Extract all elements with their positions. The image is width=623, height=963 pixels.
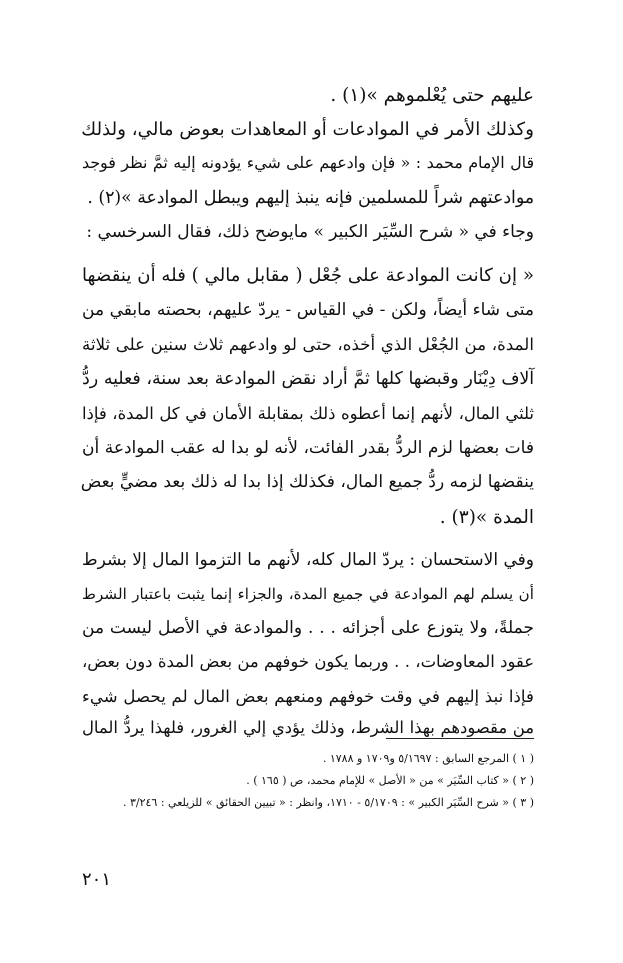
footnote-3: ( ٣ ) « شرح السِّيَر الكبير » : ٥/١٧٠٩ - ١٧١٠، وانظر : « تبيين الحقائق » للزيلعي : ٣/٢٤٦ . (122, 796, 534, 809)
body-line-6: « إن كانت الموادعة على جُعْل ( مقابل مالي ) فله أن ينقضها (82, 265, 534, 286)
body-line-16: جملةً، ولا يتوزع على أجزائه . . . والموادعة في الأصل ليست من (82, 618, 534, 638)
body-line-13: المدة »(٣) . (439, 507, 534, 528)
body-line-10: ثلثي المال، لأنهم إنما أعطوه ذلك بمقابلة الأمان في كل المدة، فإذا (82, 404, 534, 423)
body-line-1: عليهم حتى يُعْلموهم »(١) . (330, 85, 534, 106)
body-line-7: متى شاء أيضاً، ولكن - في القياس - يردّ عليهم، بحصته مابقي من (82, 300, 534, 320)
body-line-15: أن يسلم لهم الموادعة في جميع المدة، والجزاء إنما يثبت باعتبار الشرط (82, 585, 534, 603)
body-line-17: عقود المعاوضات، . . وربما يكون خوفهم من بعض المدة دون بعض، (82, 652, 534, 671)
body-line-8: المدة، من الجُعْل الذي أخذه، حتى لو وادعهم ثلاث سنين على ثلاثة (82, 334, 534, 354)
body-line-5: وجاء في « شرح السِّيَر الكبير » مايوضح ذلك، فقال السرخسي : (86, 222, 534, 242)
body-line-4: موادعتهم شراً للمسلمين فإنه ينبذ إليهم ويبطل الموادعة »(٢) . (87, 188, 534, 208)
page-number: ٢٠١ (82, 869, 112, 890)
footnote-2: ( ٢ ) « كتاب السِّيَر » من « الأصل » للإمام محمد، ص ( ١٦٥ ) . (246, 774, 534, 787)
footnotes (82, 748, 534, 814)
footnote-divider (386, 738, 534, 739)
footnote-1: ( ١ ) المرجع السابق : ٥/١٦٩٧ و١٧٠٩ و ١٧٨٨ . (322, 752, 534, 765)
body-line-12: ينقضها لزمه ردُّ جميع المال، فكذلك إذا بدا له ذلك بعد مضيٍّ بعض (80, 472, 534, 492)
body-line-3: قال الإمام محمد : « فإن وادعهم على شيء يؤدونه إليه ثمَّ نظر فوجد (82, 153, 534, 172)
body-line-11: فات بعضها لزم الردُّ بقدر الفائت، لأنه لو بدا له عقب الموادعة أن (82, 438, 534, 458)
body-text (80, 78, 534, 737)
body-line-18: فإذا نبذ إليهم في وقت خوفهم ومنعهم بعض المال لم يحصل شيء (82, 686, 534, 706)
body-line-14: وفي الاستحسان : يردّ المال كله، لأنهم ما التزموا المال إلا بشرط (81, 550, 534, 570)
body-line-9: آلاف دِيْنَار وقبضها كلها ثمَّ أراد نقض الموادعة بعد سنة، فعليه ردُّ (82, 369, 534, 389)
body-line-2: وكذلك الأمر في الموادعات أو المعاهدات بعوض مالي، ولذلك (81, 119, 534, 140)
body-line-19: من مقصودهم بهذا الشرط، وذلك يؤدي إلي الغرور، فلهذا يردُّ المال (82, 718, 534, 737)
